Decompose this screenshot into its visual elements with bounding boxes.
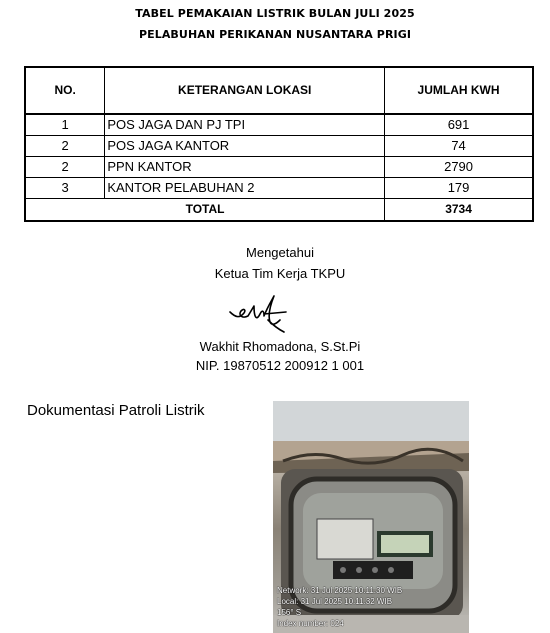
table-total-row (25, 199, 533, 222)
photo-local-timestamp: Local: 31 Jul 2025 10.11.32 WIB (277, 597, 393, 606)
row-kwh: 179 (385, 178, 533, 199)
photo-heading: 156° S (277, 608, 302, 617)
approver-name: Wakhit Rhomadona, S.St.Pi (199, 339, 361, 354)
document-subtitle: PELABUHAN PERIKANAN NUSANTARA PRIGI (138, 28, 412, 41)
meter-documentation-photo (273, 401, 469, 633)
approver-nip: NIP. 19870512 200912 1 001 (195, 358, 365, 373)
document-title: TABEL PEMAKAIAN LISTRIK BULAN JULI 2025 (135, 7, 415, 20)
photo-network-timestamp: Network: 31 Jul 2025 10.11.30 WIB (277, 586, 403, 595)
electricity-usage-table (24, 66, 534, 222)
total-value: 3734 (385, 199, 533, 222)
row-kwh: 74 (385, 136, 533, 157)
documentation-label: Dokumentasi Patroli Listrik (27, 402, 205, 419)
row-location: KANTOR PELABUHAN 2 (105, 178, 385, 199)
handwritten-signature (224, 292, 292, 336)
table-row (25, 157, 533, 178)
acknowledged-label: Mengetahui (246, 245, 314, 260)
table-header-row (25, 67, 533, 114)
total-label: TOTAL (25, 199, 385, 222)
row-kwh: 2790 (385, 157, 533, 178)
row-number: 1 (25, 114, 105, 136)
column-header-kwh: JUMLAH KWH (385, 67, 533, 114)
photo-index-number: Index number: 024 (277, 619, 344, 628)
approver-position: Ketua Tim Kerja TKPU (214, 266, 346, 281)
row-location: POS JAGA KANTOR (105, 136, 385, 157)
table-row (25, 178, 533, 199)
table-row (25, 136, 533, 157)
column-header-no: NO. (25, 67, 105, 114)
row-location: PPN KANTOR (105, 157, 385, 178)
row-location: POS JAGA DAN PJ TPI (105, 114, 385, 136)
row-number: 3 (25, 178, 105, 199)
row-kwh: 691 (385, 114, 533, 136)
table-row (25, 114, 533, 136)
row-number: 2 (25, 136, 105, 157)
row-number: 2 (25, 157, 105, 178)
column-header-location: KETERANGAN LOKASI (105, 67, 385, 114)
